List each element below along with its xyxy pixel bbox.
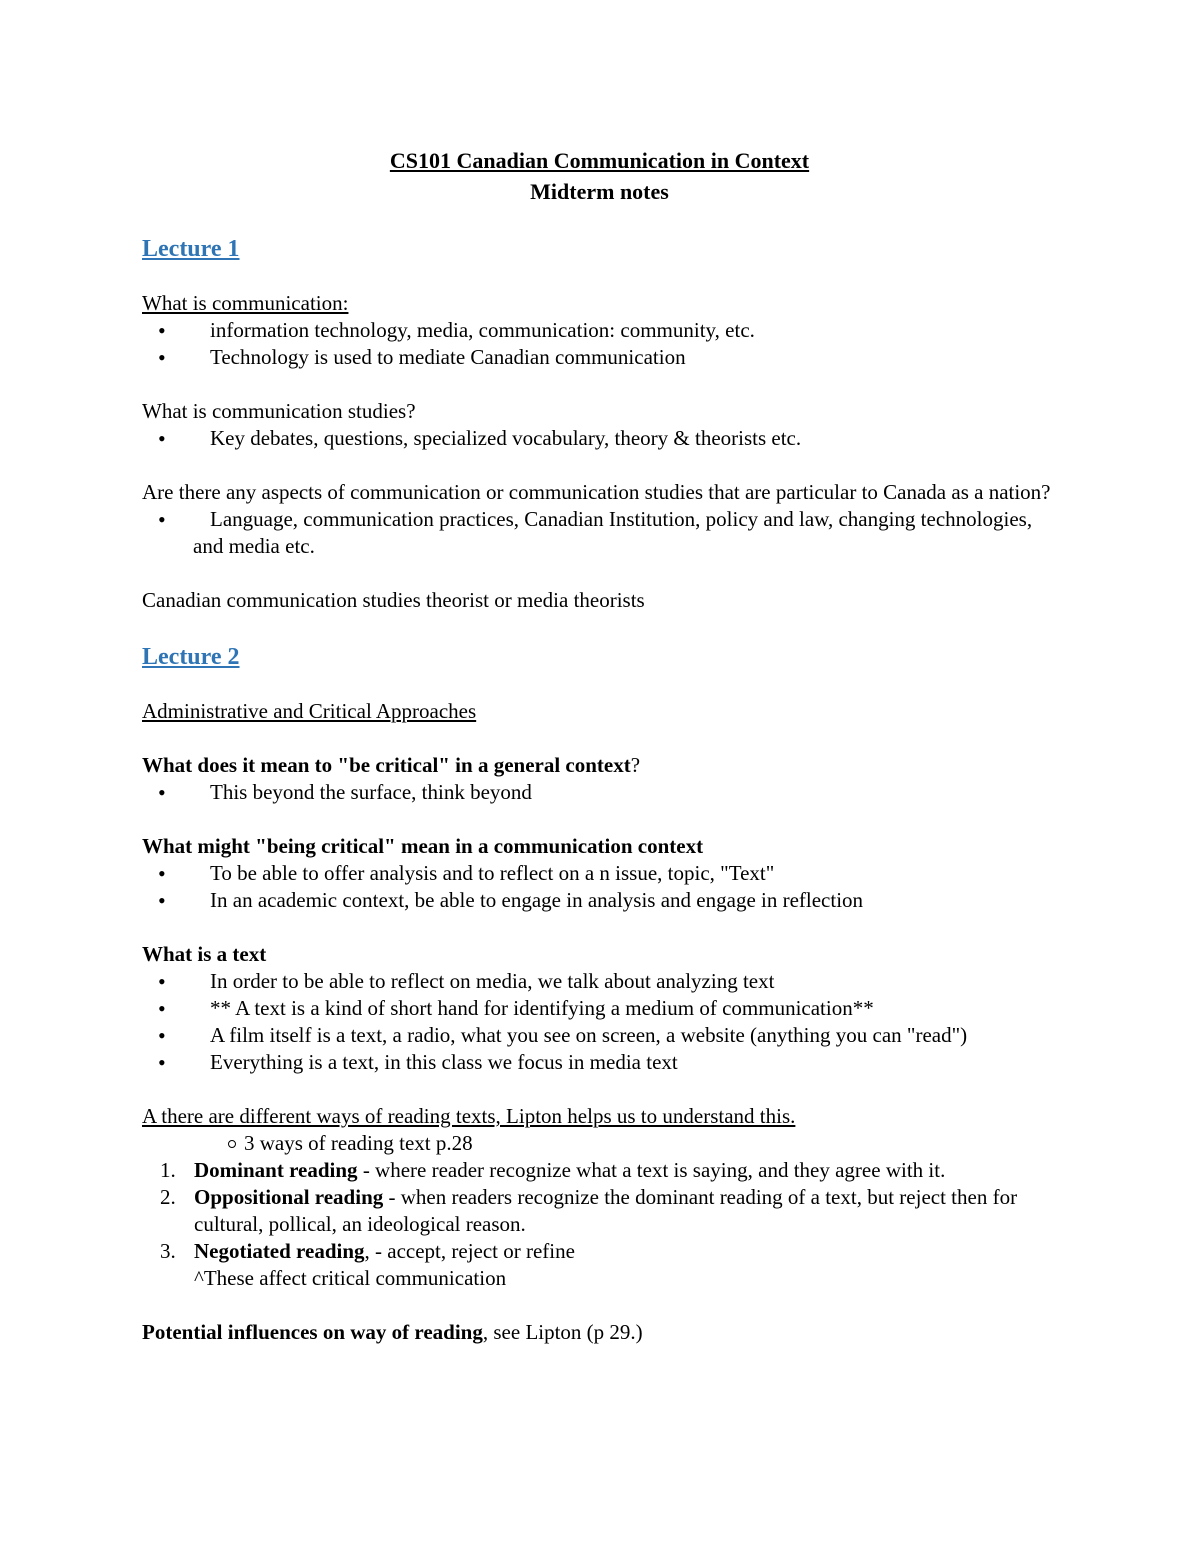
- lecture-2-question-3-list: [142, 968, 1057, 1076]
- lecture-2-question-2: What might "being critical" mean in a communication context: [142, 834, 704, 858]
- list-item: • Key debates, questions, specialized vocabulary, theory & theorists etc.: [142, 425, 1057, 452]
- list-item: [142, 1184, 1057, 1238]
- list-number: 2.: [160, 1185, 176, 1209]
- list-item: [142, 1238, 1057, 1265]
- list-number: 3.: [160, 1239, 176, 1263]
- lecture-1-question-2-list: [142, 425, 1057, 452]
- list-item: • Everything is a text, in this class we focus in media text: [142, 1049, 1057, 1076]
- list-item: • To be able to offer analysis and to reflect on a n issue, topic, "Text": [142, 860, 1057, 887]
- reading-term: Negotiated reading: [194, 1239, 365, 1263]
- document-subtitle: Midterm notes: [530, 179, 669, 204]
- reading-term: Dominant reading: [194, 1158, 358, 1182]
- lecture-1-question-3: Are there any aspects of communication or communication studies that are particular to Canada as a nation?: [142, 480, 1051, 504]
- list-item: • In an academic context, be able to engage in analysis and engage in reflection: [142, 887, 1057, 914]
- reading-types-list: [142, 1157, 1057, 1265]
- question-mark: ?: [630, 753, 641, 777]
- lecture-1-heading: Lecture 1: [142, 236, 240, 262]
- question-text: What does it mean to "be critical" in a general context: [142, 753, 631, 777]
- reading-description: - when readers recognize the dominant reading of a text, but reject then for cultural, pollical, an ideological reason.: [194, 1185, 1018, 1236]
- list-item: • In order to be able to reflect on media, we talk about analyzing text: [142, 968, 1057, 995]
- document-title: CS101 Canadian Communication in Context: [389, 148, 810, 173]
- influences-line: [142, 1319, 1057, 1346]
- influences-reference: , see Lipton (p 29.): [482, 1320, 643, 1344]
- list-item-text: A film itself is a text, a radio, what you see on screen, a website (anything you can "read"): [210, 1023, 968, 1047]
- list-number: 1.: [160, 1158, 176, 1182]
- lecture-2-question-3: What is a text: [142, 942, 267, 966]
- list-item: • Technology is used to mediate Canadian communication: [142, 344, 1057, 371]
- lecture-1-question-3-list: [142, 506, 1057, 560]
- lecture-1-question-1: What is communication:: [142, 291, 349, 315]
- lecture-2-question-2-list: [142, 860, 1057, 914]
- list-item: • ** A text is a kind of short hand for identifying a medium of communication**: [142, 995, 1057, 1022]
- lecture-2-question-1-list: [142, 779, 1057, 806]
- list-item: [142, 1022, 1057, 1049]
- lecture-1-question-2: What is communication studies?: [142, 399, 416, 423]
- lecture-2-question-1: [142, 752, 1057, 779]
- list-item: • This beyond the surface, think beyond: [142, 779, 1057, 806]
- document-body: [142, 145, 1057, 1346]
- reading-description: - where reader recognize what a text is saying, and they agree with it.: [357, 1158, 946, 1182]
- list-item: [142, 1157, 1057, 1184]
- title-block: [142, 145, 1057, 207]
- list-item: • information technology, media, communication: community, etc.: [142, 317, 1057, 344]
- list-item-text: Language, communication practices, Canadian Institution, policy and law, changing technologies, and media etc.: [193, 507, 1033, 558]
- influences-label: Potential influences on way of reading: [142, 1320, 483, 1344]
- reading-intro: A there are different ways of reading texts, Lipton helps us to understand this.: [142, 1104, 796, 1128]
- list-item: [142, 506, 1057, 560]
- readings-note: ^These affect critical communication: [194, 1266, 507, 1290]
- reading-description: , - accept, reject or refine: [364, 1239, 575, 1263]
- reading-subpoint: 3 ways of reading text p.28: [142, 1130, 1057, 1157]
- lecture-1-closing: Canadian communication studies theorist or media theorists: [142, 588, 645, 612]
- lecture-2-heading: Lecture 2: [142, 644, 240, 670]
- lecture-1-question-1-list: [142, 317, 1057, 371]
- lecture-2-subheading: Administrative and Critical Approaches: [142, 699, 477, 723]
- reading-term: Oppositional reading: [194, 1185, 384, 1209]
